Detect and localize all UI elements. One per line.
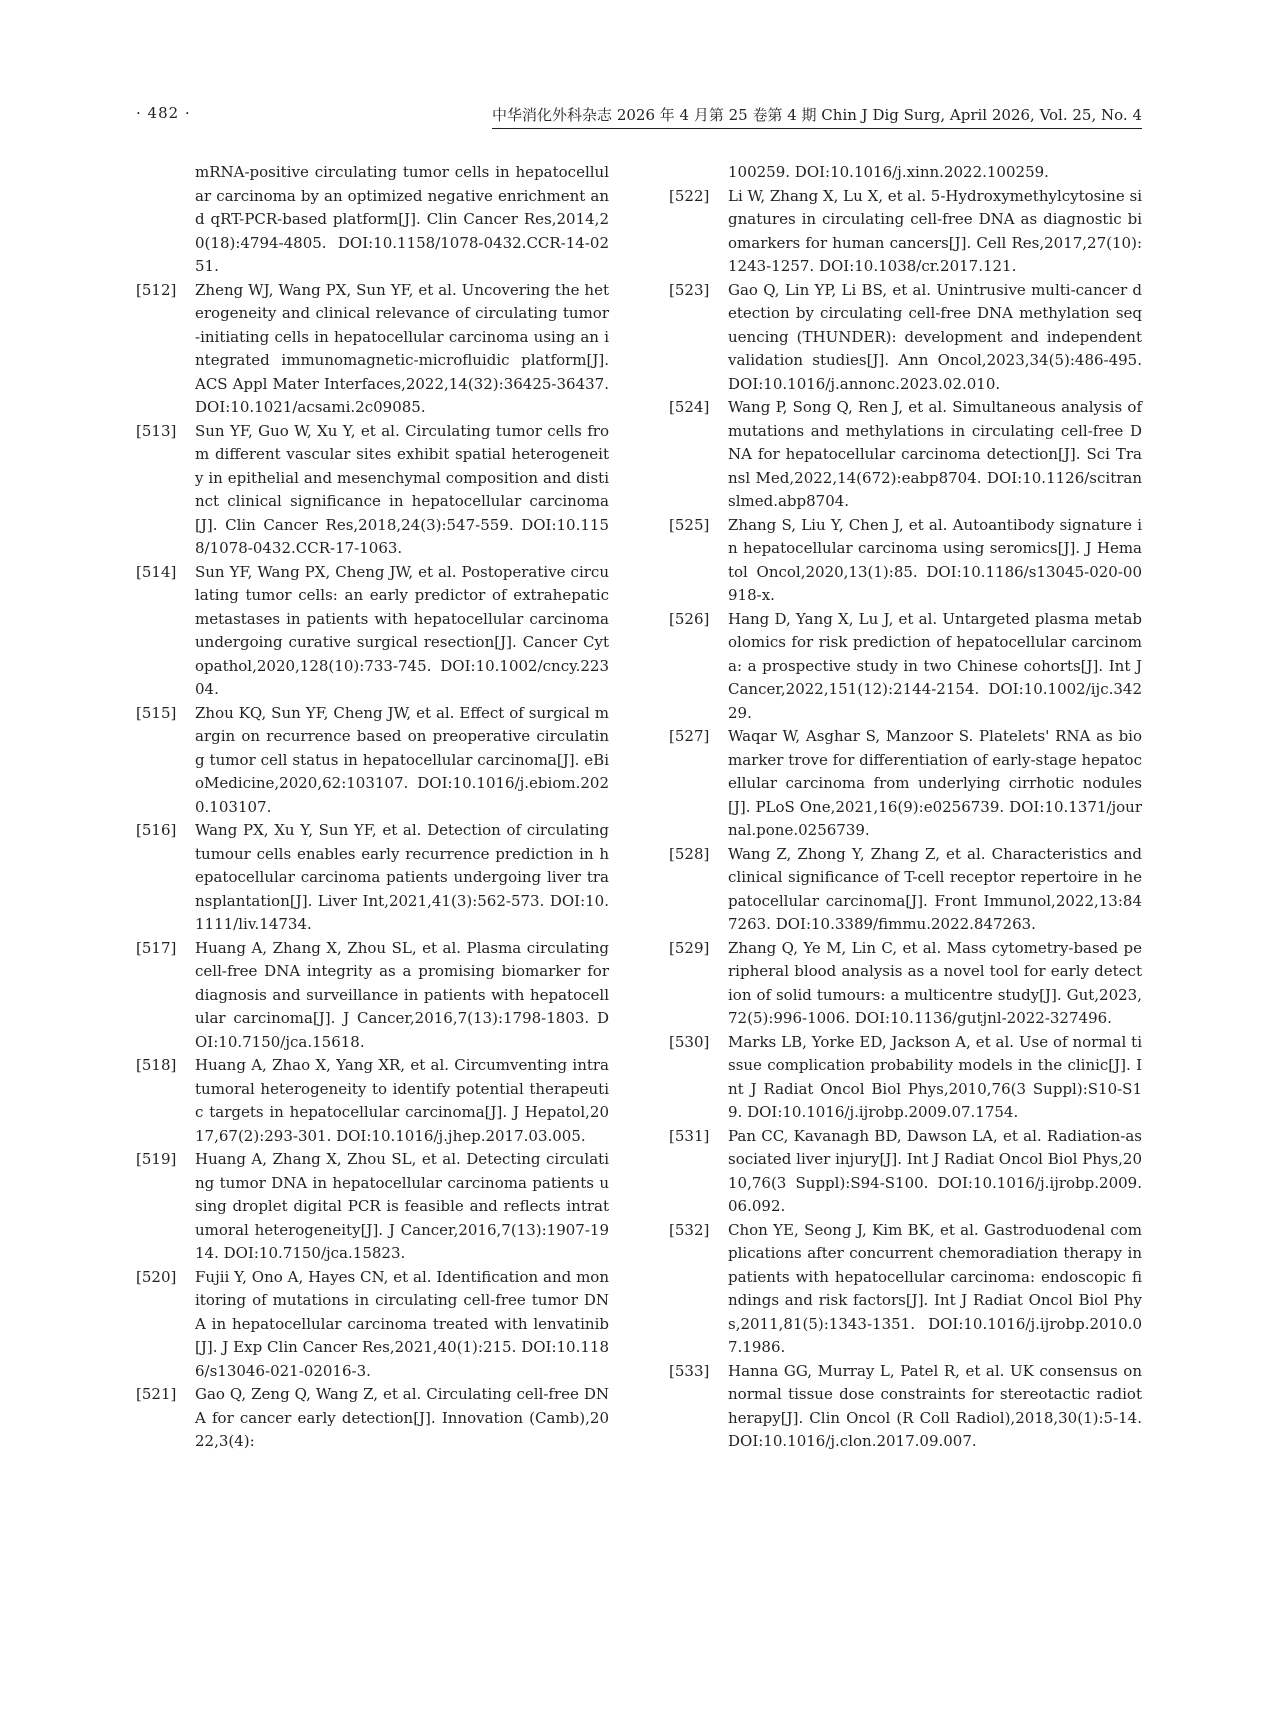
reference-number: [514]	[136, 562, 177, 581]
reference-text: Huang A, Zhang X, Zhou SL, et al. Plasma circulating cell-free DNA integrity as a promising biomarker for diagnosis and surveillance in patients with hepatocellular carcinoma[J]. J Cancer,2016,7(13):1798-1803. DOI:10.7150/jca.15618.	[195, 938, 609, 1051]
reference-entry	[669, 279, 1142, 397]
reference-entry	[669, 396, 1142, 514]
reference-entry	[669, 1219, 1142, 1360]
reference-text: Waqar W, Asghar S, Manzoor S. Platelets' RNA as biomarker trove for differentiation of early-stage hepatocellular carcinoma from underlying cirrhotic nodules[J]. PLoS One,2021,16(9):e0256739. DOI:10.1371/journal.pone.0256739.	[728, 727, 1142, 839]
reference-entry	[669, 608, 1142, 726]
reference-column-left	[136, 161, 609, 1454]
reference-number: [512]	[136, 280, 177, 299]
reference-number: [519]	[136, 1150, 177, 1168]
reference-number: [517]	[136, 938, 177, 957]
reference-entry	[136, 937, 609, 1055]
reference-entry	[669, 725, 1142, 843]
reference-number: [521]	[136, 1385, 177, 1403]
reference-text: Zheng WJ, Wang PX, Sun YF, et al. Uncovering the heterogeneity and clinical relevance of circulating tumor-initiating cells in hepatocellular carcinoma using an integrated immunomagnetic-microfluidic platform[J]. ACS Appl Mater Interfaces,2022,14(32):36425-36437. DOI:10.1021/acsami.2c09085.	[195, 280, 609, 416]
reference-entry	[669, 161, 1142, 185]
reference-entry	[136, 161, 609, 279]
reference-number: [523]	[669, 280, 710, 299]
reference-text: Gao Q, Lin YP, Li BS, et al. Unintrusive multi-cancer detection by circulating cell-free DNA methylation sequencing (THUNDER): development and independent validation studies[J]. Ann Oncol,2023,34(5):486-495. DOI:10.1016/j.annonc.2023.02.010.	[728, 280, 1142, 393]
page-header	[136, 102, 1142, 128]
reference-number: [526]	[669, 609, 710, 628]
reference-number: [529]	[669, 938, 710, 957]
reference-text: Hang D, Yang X, Lu J, et al. Untargeted plasma metabolomics for risk prediction of hepatocellular carcinoma: a prospective study in two Chinese cohorts[J]. Int J Cancer,2022,151(12):2144-2154. DOI:10.1002/ijc.34229.	[728, 609, 1142, 722]
reference-number: [525]	[669, 515, 710, 534]
reference-entry	[136, 1266, 609, 1384]
reference-entry	[136, 819, 609, 937]
reference-text: Zhou KQ, Sun YF, Cheng JW, et al. Effect of surgical margin on recurrence based on preoperative circulating tumor cell status in hepatocellular carcinoma[J]. eBioMedicine,2020,62:103107. DOI:10.1016/j.ebiom.2020.103107.	[195, 703, 609, 816]
journal-header: 中华消化外科杂志 2026 年 4 月第 25 卷第 4 期 Chin J Dig Surg, April 2026, Vol. 25, No. 4	[492, 104, 1142, 129]
reference-text: 100259. DOI:10.1016/j.xinn.2022.100259.	[728, 163, 1049, 181]
reference-number: [530]	[669, 1032, 710, 1051]
reference-entry	[669, 1031, 1142, 1125]
reference-entry	[136, 279, 609, 420]
reference-entry	[669, 1360, 1142, 1454]
reference-text: Huang A, Zhang X, Zhou SL, et al. Detecting circulating tumor DNA in hepatocellular carcinoma patients using droplet digital PCR is feasible and reflects intratumoral heterogeneity[J]. J Cancer,2016,7(13):1907-1914. DOI:10.7150/jca.15823.	[195, 1150, 609, 1262]
reference-text: Chon YE, Seong J, Kim BK, et al. Gastroduodenal complications after concurrent chemoradiation therapy in patients with hepatocellular carcinoma: endoscopic findings and risk factors[J]. Int J Radiat Oncol Biol Phys,2011,81(5):1343-1351. DOI:10.1016/j.ijrobp.2010.07.1986.	[728, 1220, 1142, 1356]
reference-text: Gao Q, Zeng Q, Wang Z, et al. Circulating cell-free DNA for cancer early detection[J]. Innovation (Camb),2022,3(4):	[195, 1385, 609, 1450]
reference-number: [531]	[669, 1126, 710, 1145]
reference-text: Zhang S, Liu Y, Chen J, et al. Autoantibody signature in hepatocellular carcinoma using seromics[J]. J Hematol Oncol,2020,13(1):85. DOI:10.1186/s13045-020-00918-x.	[728, 515, 1142, 604]
reference-text: Li W, Zhang X, Lu X, et al. 5-Hydroxymethylcytosine signatures in circulating cell-free DNA as diagnostic biomarkers for human cancers[J]. Cell Res,2017,27(10):1243-1257. DOI:10.1038/cr.2017.121.	[728, 186, 1142, 275]
reference-number: [527]	[669, 727, 710, 745]
reference-number: [532]	[669, 1220, 710, 1239]
reference-text: Hanna GG, Murray L, Patel R, et al. UK consensus on normal tissue dose constraints for stereotactic radiotherapy[J]. Clin Oncol (R Coll Radiol),2018,30(1):5-14. DOI:10.1016/j.clon.2017.09.007.	[728, 1361, 1142, 1450]
reference-entry	[669, 514, 1142, 608]
reference-text: Wang PX, Xu Y, Sun YF, et al. Detection of circulating tumour cells enables early recurrence prediction in hepatocellular carcinoma patients undergoing liver transplantation[J]. Liver Int,2021,41(3):562-573. DOI:10.1111/liv.14734.	[195, 821, 609, 933]
reference-number: [524]	[669, 398, 710, 416]
reference-column-right	[669, 161, 1142, 1454]
reference-number: [515]	[136, 703, 177, 722]
reference-number: [513]	[136, 421, 177, 440]
reference-text: Huang A, Zhao X, Yang XR, et al. Circumventing intratumoral heterogeneity to identify potential therapeutic targets in hepatocellular carcinoma[J]. J Hepatol,2017,67(2):293-301. DOI:10.1016/j.jhep.2017.03.005.	[195, 1056, 609, 1145]
reference-entry	[136, 1148, 609, 1266]
reference-entry	[136, 702, 609, 820]
reference-entry	[136, 1054, 609, 1148]
reference-entry	[669, 185, 1142, 279]
reference-entry	[136, 1383, 609, 1454]
reference-number: [528]	[669, 844, 710, 863]
reference-number	[669, 161, 728, 185]
reference-text: Sun YF, Guo W, Xu Y, et al. Circulating tumor cells from different vascular sites exhibit spatial heterogeneity in epithelial and mesenchymal composition and distinct clinical significance in hepatocellular carcinoma[J]. Clin Cancer Res,2018,24(3):547-559. DOI:10.1158/1078-0432.CCR-17-1063.	[195, 421, 609, 557]
reference-number	[136, 161, 195, 279]
reference-entry	[136, 561, 609, 702]
reference-text: Pan CC, Kavanagh BD, Dawson LA, et al. Radiation-associated liver injury[J]. Int J Radiat Oncol Biol Phys,2010,76(3 Suppl):S94-S100. DOI:10.1016/j.ijrobp.2009.06.092.	[728, 1126, 1142, 1215]
reference-entry	[136, 420, 609, 561]
reference-entry	[669, 937, 1142, 1031]
reference-text: mRNA-positive circulating tumor cells in hepatocellular carcinoma by an optimized negative enrichment and qRT-PCR-based platform[J]. Clin Cancer Res,2014,20(18):4794-4805. DOI:10.1158/1078-0432.CCR-14-0251.	[195, 163, 609, 275]
reference-text: Fujii Y, Ono A, Hayes CN, et al. Identification and monitoring of mutations in circulating cell-free tumor DNA in hepatocellular carcinoma treated with lenvatinib[J]. J Exp Clin Cancer Res,2021,40(1):215. DOI:10.1186/s13046-021-02016-3.	[195, 1267, 609, 1380]
reference-number: [520]	[136, 1267, 177, 1286]
reference-number: [522]	[669, 186, 710, 205]
page-number: · 482 ·	[136, 104, 191, 122]
reference-text: Sun YF, Wang PX, Cheng JW, et al. Postoperative circulating tumor cells: an early predictor of extrahepatic metastases in patients with hepatocellular carcinoma undergoing curative surgical resection[J]. Cancer Cytopathol,2020,128(10):733-745. DOI:10.1002/cncy.22304.	[195, 562, 609, 698]
reference-text: Marks LB, Yorke ED, Jackson A, et al. Use of normal tissue complication probability models in the clinic[J]. Int J Radiat Oncol Biol Phys,2010,76(3 Suppl):S10-S19. DOI:10.1016/j.ijrobp.2009.07.1754.	[728, 1032, 1142, 1121]
reference-number: [516]	[136, 821, 177, 839]
reference-number: [518]	[136, 1056, 177, 1074]
reference-text: Wang P, Song Q, Ren J, et al. Simultaneous analysis of mutations and methylations in circulating cell-free DNA for hepatocellular carcinoma detection[J]. Sci Transl Med,2022,14(672):eabp8704. DOI:10.1126/scitranslmed.abp8704.	[728, 398, 1142, 510]
reference-entry	[669, 1125, 1142, 1219]
reference-text: Wang Z, Zhong Y, Zhang Z, et al. Characteristics and clinical significance of T-cell receptor repertoire in hepatocellular carcinoma[J]. Front Immunol,2022,13:847263. DOI:10.3389/fimmu.2022.847263.	[728, 844, 1142, 933]
reference-number: [533]	[669, 1361, 710, 1380]
reference-entry	[669, 843, 1142, 937]
reference-text: Zhang Q, Ye M, Lin C, et al. Mass cytometry-based peripheral blood analysis as a novel tool for early detection of solid tumours: a multicentre study[J]. Gut,2023,72(5):996-1006. DOI:10.1136/gutjnl-2022-327496.	[728, 938, 1142, 1027]
